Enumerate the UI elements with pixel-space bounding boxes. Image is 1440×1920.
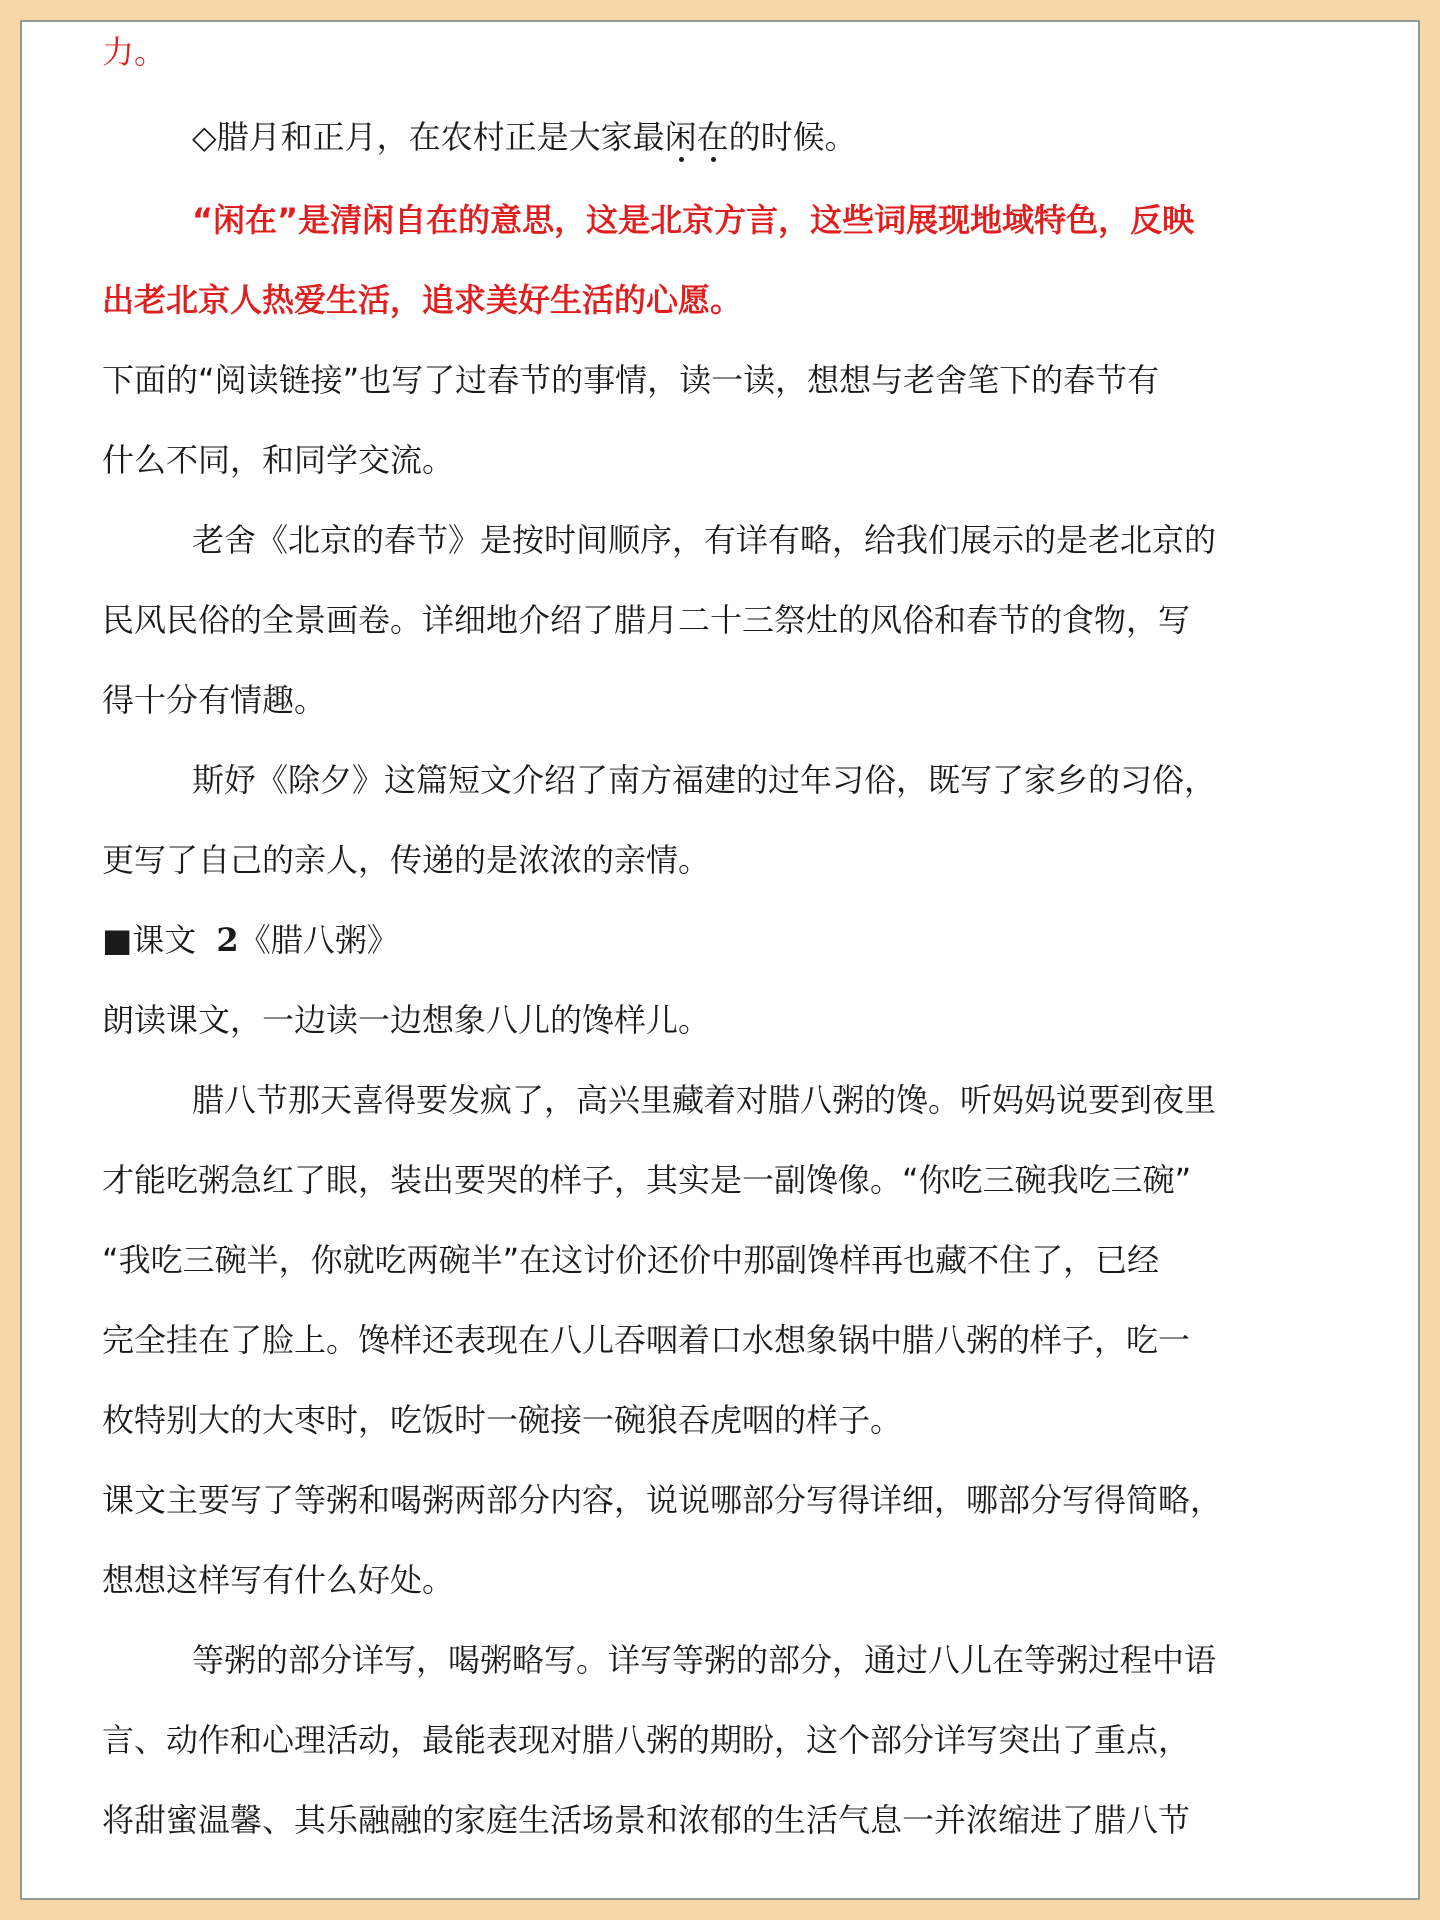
answer-line: 民风民俗的全景画卷。详细地介绍了腊月二十三祭灶的风俗和春节的食物，写 [102, 601, 1191, 639]
answer-line: “我吃三碗半，你就吃两碗半”在这讨价还价中那副馋样再也藏不住了，已经 [102, 1241, 1160, 1279]
dotted-char: 在 [696, 118, 729, 156]
answer-line: 老舍《北京的春节》是按时间顺序，有详有略，给我们展示的是老北京的 [192, 521, 1217, 559]
section-heading-label: ■课文 [102, 921, 197, 959]
question-line: 什么不同，和同学交流。 [102, 441, 455, 479]
answer-line: 腊八节那天喜得要发疯了，高兴里藏着对腊八粥的馋。听妈妈说要到夜里 [192, 1081, 1217, 1119]
example-sentence-text: ◇腊月和正月，在农村正是大家最 [192, 118, 665, 156]
explanation-line: 出老北京人热爱生活，追求美好生活的心愿。 [102, 281, 743, 319]
question-line: 下面的“阅读链接”也写了过春节的事情，读一读，想想与老舍笔下的春节有 [102, 361, 1160, 399]
answer-line: 言、动作和心理活动，最能表现对腊八粥的期盼，这个部分详写突出了重点， [102, 1721, 1191, 1759]
answer-line: 枚特别大的大枣时，吃饭时一碗接一碗狼吞虎咽的样子。 [102, 1401, 903, 1439]
answer-line: 等粥的部分详写，喝粥略写。详写等粥的部分，通过八儿在等粥过程中语 [192, 1641, 1217, 1679]
answer-line: 才能吃粥急红了眼，装出要哭的样子，其实是一副馋像。“你吃三碗我吃三碗” [102, 1161, 1192, 1199]
question-line: 朗读课文，一边读一边想象八儿的馋样儿。 [102, 1001, 711, 1039]
section-heading-number: 2 [216, 921, 239, 959]
section-heading [102, 920, 399, 960]
explanation-line: “闲在”是清闲自在的意思，这是北京方言，这些词展现地域特色，反映 [192, 201, 1195, 239]
answer-line: 斯妤《除夕》这篇短文介绍了南方福建的过年习俗，既写了家乡的习俗， [192, 761, 1217, 799]
example-sentence-end: 的时候。 [728, 118, 857, 156]
answer-line: 得十分有情趣。 [102, 681, 327, 719]
answer-line: 将甜蜜温馨、其乐融融的家庭生活场景和浓郁的生活气息一并浓缩进了腊八节 [102, 1801, 1191, 1839]
text-line: 力。 [102, 33, 167, 71]
example-sentence [192, 117, 857, 157]
answer-line: 完全挂在了脸上。馋样还表现在八儿吞咽着口水想象锅中腊八粥的样子，吃一 [102, 1321, 1191, 1359]
dotted-char: 闲 [664, 118, 697, 156]
document-page [20, 20, 1420, 1900]
answer-line: 更写了自己的亲人，传递的是浓浓的亲情。 [102, 841, 711, 879]
question-line: 课文主要写了等粥和喝粥两部分内容，说说哪部分写得详细，哪部分写得简略， [102, 1481, 1223, 1519]
question-line: 想想这样写有什么好处。 [102, 1561, 455, 1599]
section-heading-title: 《腊八粥》 [238, 921, 399, 959]
